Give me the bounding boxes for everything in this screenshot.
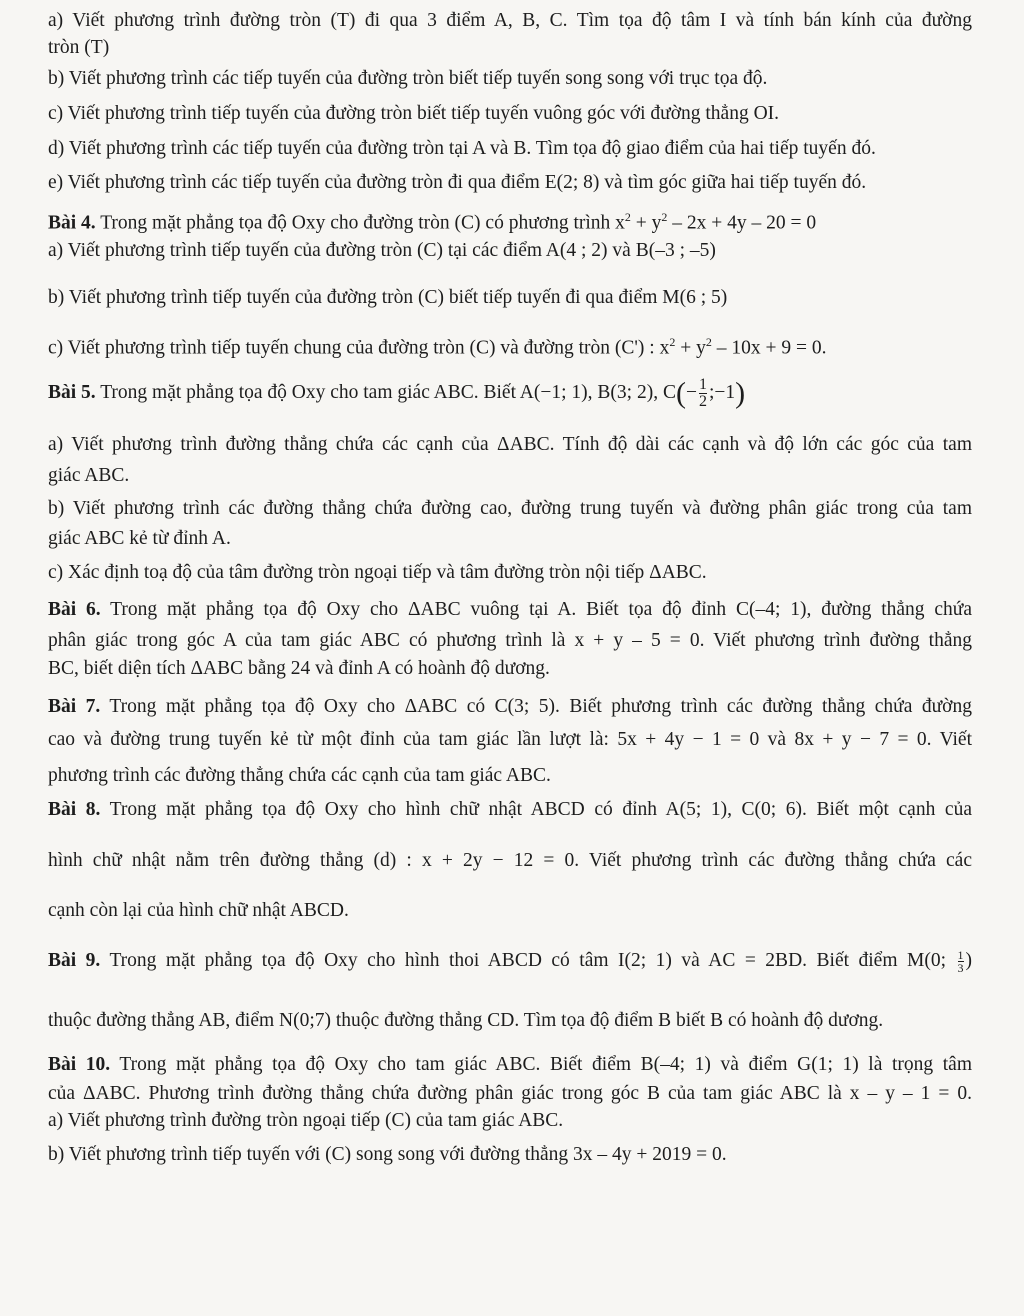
bai5-part-a-line1: a) Viết phương trình đường thẳng chứa các cạnh của ΔABC. Tính độ dài các cạnh và độ lớn các góc của tam [48,434,972,455]
bai5-part-b-line1: b) Viết phương trình các đường thẳng chứa đường cao, đường trung tuyến và đường phân giác trong của tam [48,498,972,519]
bai4-part-c [48,329,972,362]
bai3-part-e: e) Viết phương trình các tiếp tuyến của đường tròn đi qua điểm E(2; 8) và tìm góc giữa hai tiếp tuyến đó. [48,172,867,193]
bai4-c-mid: + y [675,337,706,359]
bai6-line1-text: Trong mặt phẳng tọa độ Oxy cho ΔABC vuông tại A. Biết tọa độ đỉnh C(–4; 1), đường thẳng chứa [100,599,972,620]
bai9-line2: thuộc đường thẳng AB, điểm N(0;7) thuộc đường thẳng CD. Tìm tọa độ điểm B biết B có hoành độ dương. [48,1010,884,1031]
bai5-part-b-line2: giác ABC kẻ từ đỉnh A. [48,528,231,549]
bai10-line1-text: Trong mặt phẳng tọa độ Oxy cho tam giác ABC. Biết điểm B(–4; 1) và điểm G(1; 1) là trọng tâm [110,1054,972,1075]
bai3-part-a-line1: a) Viết phương trình đường tròn (T) đi qua 3 điểm A, B, C. Tìm tọa độ tâm I và tính bán kính của đường [48,10,972,31]
bai9-fraction [958,949,964,974]
bai6-line1 [48,597,972,623]
bai5-frac-num: 1 [698,376,707,394]
bai8-label: Bài 8. [48,799,101,820]
bai9-frac-den: 3 [957,961,964,976]
bai4-intro [48,204,972,237]
bai10-label: Bài 10. [48,1054,111,1075]
bai9-line1 [48,944,972,978]
bai3-part-d: d) Viết phương trình các tiếp tuyến của đường tròn tại A và B. Tìm tọa độ giao điểm của hai tiếp tuyến đó. [48,138,876,159]
bai4-eq-y: + y [630,212,662,234]
bai5-fraction [699,377,707,410]
bai5-part-c: c) Xác định toạ độ của tâm đường tròn ngoại tiếp và tâm đường tròn nội tiếp ΔABC. [48,562,707,583]
bai4-eq-x: x [615,212,625,234]
bai4-c-sq2: 2 [705,335,712,349]
bai4-part-a: a) Viết phương trình tiếp tuyến của đường tròn (C) tại các điểm A(4 ; 2) và B(–3 ; –5) [48,240,716,261]
bai4-c-pre: c) Viết phương trình tiếp tuyến chung của đường tròn (C) và đường tròn (C') : x [48,337,670,359]
bai9-label: Bài 9. [48,950,101,971]
bai4-part-b: b) Viết phương trình tiếp tuyến của đường tròn (C) biết tiếp tuyến đi qua điểm M(6 ; 5) [48,287,728,308]
bai10-line1 [48,1052,972,1078]
bai8-line2: hình chữ nhật nằm trên đường thẳng (d) : x + 2y − 12 = 0. Viết phương trình các đường thẳng chứa các [48,850,972,871]
bai9-frac-num: 1 [957,948,964,963]
bai5-label: Bài 5. [48,382,96,403]
bai7-line3: phương trình các đường thẳng chứa các cạnh của tam giác ABC. [48,765,551,786]
bai5-part-a-line2: giác ABC. [48,465,130,486]
bai5-right-paren: ) [735,376,746,410]
bai5-intro-text: Trong mặt phẳng tọa độ Oxy cho tam giác ABC. Biết A(−1; 1), B(3; 2), C [95,382,676,403]
bai6-label: Bài 6. [48,599,101,620]
bai4-eq-sq1: 2 [624,210,631,224]
bai10-part-b: b) Viết phương trình tiếp tuyến với (C) song song với đường thẳng 3x – 4y + 2019 = 0. [48,1144,727,1165]
bai5-tail: ;−1 [708,382,736,403]
bai4-c-rest: – 10x + 9 = 0. [711,337,827,359]
bai7-line2: cao và đường trung tuyến kẻ từ một đỉnh của tam giác lần lượt là: 5x + 4y − 1 = 0 và 8x + y − 7 = 0. Viết [48,729,972,750]
bai3-part-b: b) Viết phương trình các tiếp tuyến của đường tròn biết tiếp tuyến song song với trục tọa độ. [48,68,768,89]
bai10-line2: của ΔABC. Phương trình đường thẳng chứa đường phân giác trong góc B của tam giác ABC là x – y – 1 = 0. [48,1083,972,1104]
bai10-part-a: a) Viết phương trình đường tròn ngoại tiếp (C) của tam giác ABC. [48,1110,564,1131]
bai5-left-paren: ( [675,376,686,410]
bai8-line1 [48,797,972,823]
bai6-line2: phân giác trong góc A của tam giác ABC có phương trình là x + y – 5 = 0. Viết phương trình đường thẳng [48,630,972,651]
bai5-frac-den: 2 [698,393,707,411]
bai3-part-c: c) Viết phương trình tiếp tuyến của đường tròn biết tiếp tuyến vuông góc với đường thẳng OI. [48,103,780,124]
bai7-label: Bài 7. [48,696,101,717]
bai4-eq-rest: – 2x + 4y – 20 = 0 [667,212,817,234]
bai8-line3: cạnh còn lại của hình chữ nhật ABCD. [48,900,349,921]
bai4-eq-sq2: 2 [661,210,668,224]
bai5-frac-sign: − [685,382,697,403]
bai8-line1-text: Trong mặt phẳng tọa độ Oxy cho hình chữ nhật ABCD có đỉnh A(5; 1), C(0; 6). Biết một cạnh của [100,799,972,820]
bai4-label: Bài 4. [48,212,96,234]
bai4-c-sq1: 2 [669,335,676,349]
bai5-intro [48,373,972,413]
bai7-line1 [48,694,972,720]
bai6-line3: BC, biết diện tích ΔABC bằng 24 và đỉnh A có hoành độ dương. [48,658,550,679]
bai4-intro-text: Trong mặt phẳng tọa độ Oxy cho đường tròn (C) có phương trình [95,212,616,234]
bai9-close: ) [965,950,972,971]
bai3-part-a-line2: tròn (T) [48,37,110,58]
bai7-line1-text: Trong mặt phẳng tọa độ Oxy cho ΔABC có C(3; 5). Biết phương trình các đường thẳng chứa đường [100,696,972,717]
bai9-line1-text: Trong mặt phẳng tọa độ Oxy cho hình thoi ABCD có tâm I(2; 1) và AC = 2BD. Biết điểm M(0; [100,950,956,971]
